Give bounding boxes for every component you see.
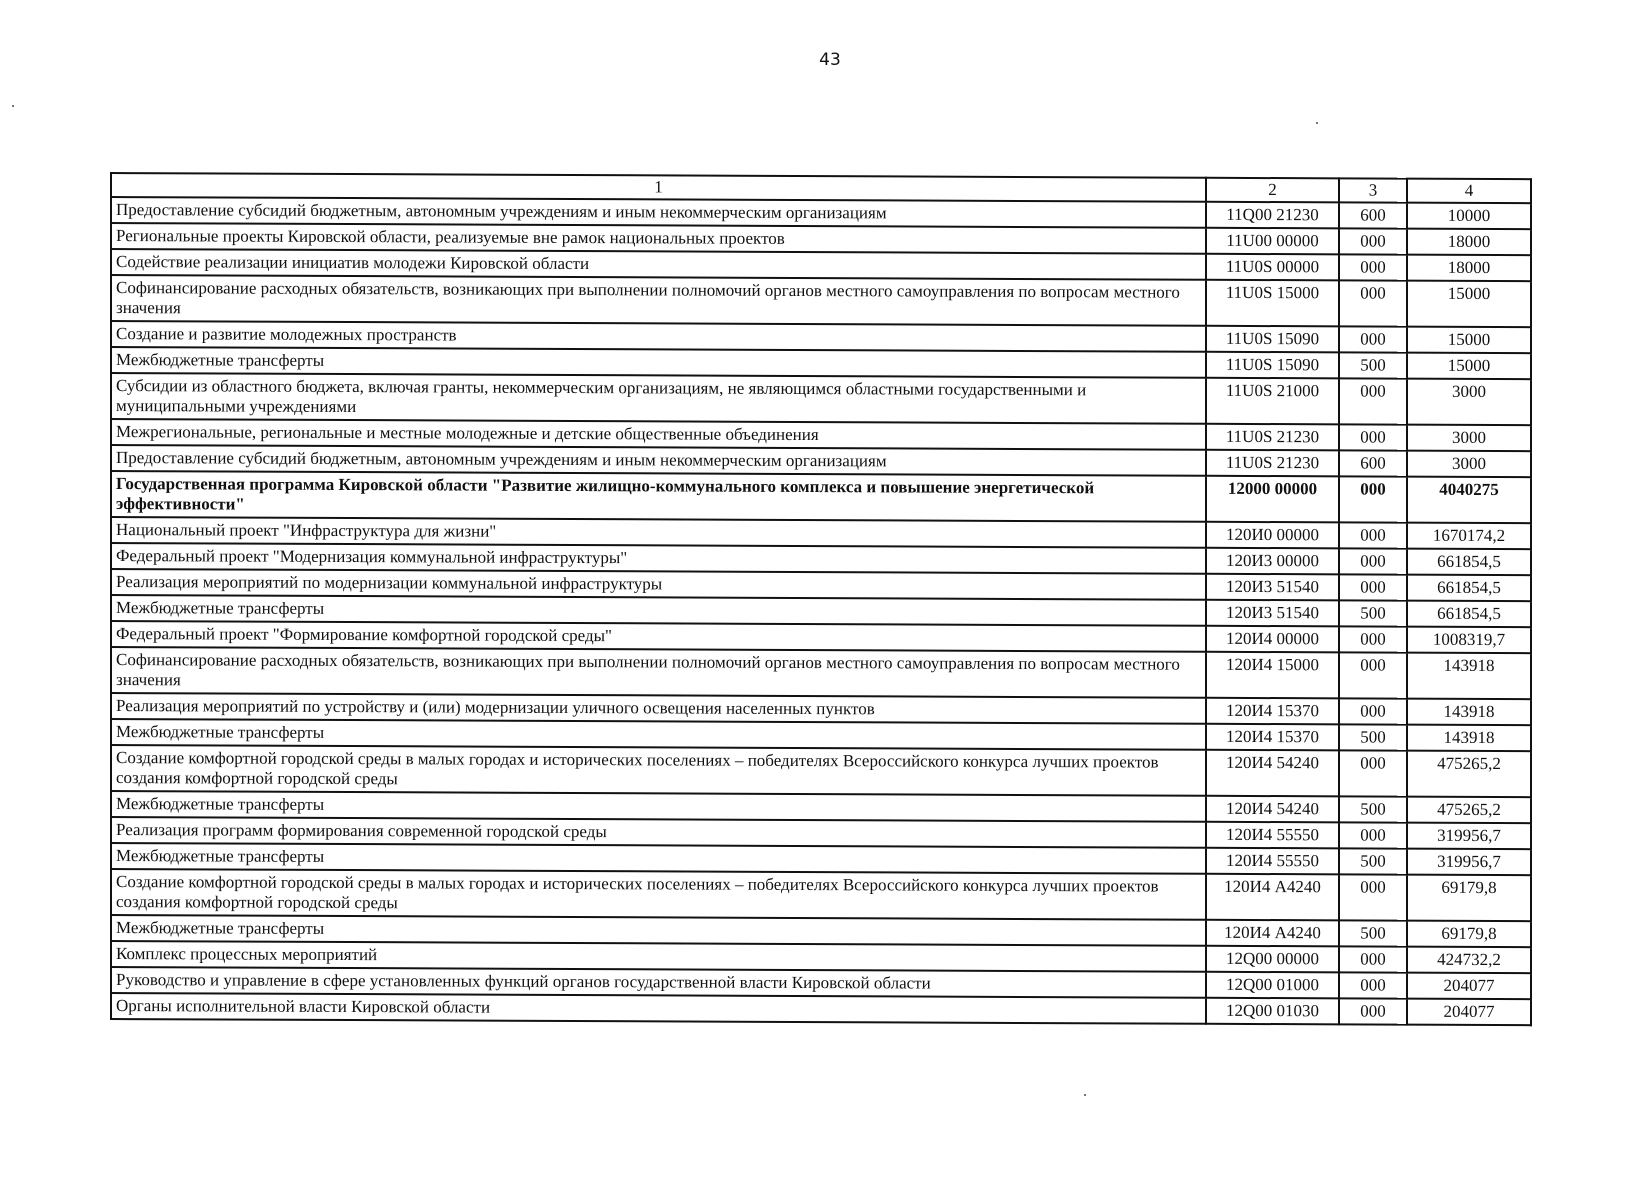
row-amount-cell: 3000 [1407,451,1531,478]
row-name-cell: Реализация программ формирования современной городской среды [111,817,1206,848]
row-name-cell: Федеральный проект "Формирование комфортной городской среды" [111,621,1206,652]
row-code-cell: 11U0S 15090 [1206,326,1339,353]
row-type-cell: 000 [1339,254,1407,280]
row-name-cell: Межбюджетные трансферты [111,843,1206,874]
row-type-cell: 000 [1339,476,1407,522]
row-name-cell: Межбюджетные трансферты [111,791,1206,822]
row-type-cell: 000 [1339,626,1407,652]
row-amount-cell: 475265,2 [1407,751,1531,798]
row-name-cell: Межбюджетные трансферты [111,915,1206,946]
row-type-cell: 000 [1339,750,1407,796]
row-name-cell: Органы исполнительной власти Кировской области [111,993,1206,1024]
budget-table-container [110,172,1530,1026]
row-name-cell: Реализация мероприятий по модернизации коммунальной инфраструктуры [111,569,1206,600]
row-type-cell: 500 [1339,796,1407,822]
row-amount-cell: 1008319,7 [1407,627,1531,654]
row-amount-cell: 4040275 [1407,477,1531,524]
row-amount-cell: 475265,2 [1407,797,1531,824]
row-code-cell: 120И3 51540 [1206,574,1339,601]
row-amount-cell: 143918 [1407,699,1531,726]
row-type-cell: 000 [1339,698,1407,724]
header-col-3: 3 [1339,178,1407,202]
row-type-cell: 000 [1339,548,1407,574]
row-code-cell: 11U00 00000 [1206,228,1339,255]
row-amount-cell: 319956,7 [1407,849,1531,876]
row-amount-cell: 15000 [1407,281,1531,328]
row-type-cell: 000 [1339,522,1407,548]
row-amount-cell: 661854,5 [1407,601,1531,628]
row-amount-cell: 69179,8 [1407,921,1531,948]
row-code-cell: 120И0 00000 [1206,522,1339,549]
row-amount-cell: 69179,8 [1407,875,1531,922]
row-amount-cell: 204077 [1407,973,1531,1000]
row-code-cell: 120И4 A4240 [1206,920,1339,947]
scan-speck [12,105,14,107]
table-row [111,275,1531,327]
row-amount-cell: 18000 [1407,229,1531,256]
row-amount-cell: 661854,5 [1407,575,1531,602]
row-name-cell: Государственная программа Кировской области "Развитие жилищно-коммунального комплекса и повышение энергетической эффективности" [111,471,1206,522]
row-type-cell: 000 [1339,874,1407,920]
row-name-cell: Межбюджетные трансферты [111,347,1206,378]
row-type-cell: 000 [1339,228,1407,254]
header-col-2: 2 [1206,178,1339,203]
row-code-cell: 11U0S 15090 [1206,352,1339,379]
budget-table [110,172,1532,1026]
row-name-cell: Межбюджетные трансферты [111,595,1206,626]
row-type-cell: 000 [1339,378,1407,424]
table-row [111,471,1531,523]
row-name-cell: Межбюджетные трансферты [111,719,1206,750]
row-code-cell: 11U0S 15000 [1206,280,1339,327]
row-amount-cell: 143918 [1407,725,1531,752]
row-name-cell: Создание комфортной городской среды в малых городах и исторических поселениях – победителях Всероссийского конкурса лучших проектов создания комфортной городской среды [111,745,1206,796]
row-amount-cell: 15000 [1407,327,1531,354]
row-type-cell: 000 [1339,280,1407,326]
page-number: 43 [819,50,841,70]
row-type-cell: 000 [1339,652,1407,698]
row-type-cell: 000 [1339,946,1407,972]
row-name-cell: Руководство и управление в сфере установленных функций органов государственной власти Кировской области [111,967,1206,998]
row-type-cell: 500 [1339,724,1407,750]
row-type-cell: 500 [1339,352,1407,378]
row-name-cell: Предоставление субсидий бюджетным, автономным учреждениям и иным некоммерческим организациям [111,197,1206,228]
row-amount-cell: 661854,5 [1407,549,1531,576]
table-body [111,197,1531,1025]
row-type-cell: 000 [1339,972,1407,998]
header-col-4: 4 [1407,179,1531,204]
row-name-cell: Софинансирование расходных обязательств, возникающих при выполнении полномочий органов местного самоуправления по вопросам местного значения [111,647,1206,698]
row-name-cell: Предоставление субсидий бюджетным, автономным учреждениям и иным некоммерческим организациям [111,445,1206,476]
row-name-cell: Содействие реализации инициатив молодежи Кировской области [111,249,1206,280]
row-type-cell: 500 [1339,848,1407,874]
row-name-cell: Создание и развитие молодежных пространств [111,321,1206,352]
row-code-cell: 120И3 00000 [1206,548,1339,575]
row-amount-cell: 424732,2 [1407,947,1531,974]
row-code-cell: 120И4 A4240 [1206,874,1339,921]
table-row [111,373,1531,425]
row-name-cell: Софинансирование расходных обязательств, возникающих при выполнении полномочий органов местного самоуправления по вопросам местного значения [111,275,1206,326]
row-code-cell: 11U0S 21000 [1206,378,1339,425]
row-name-cell: Субсидии из областного бюджета, включая гранты, некоммерческим организациям, не являющимся областными государственными и муниципальными учреждениями [111,373,1206,424]
row-code-cell: 120И4 15370 [1206,698,1339,725]
row-amount-cell: 18000 [1407,255,1531,282]
row-code-cell: 12000 00000 [1206,476,1339,523]
scan-speck [1084,1094,1086,1096]
row-code-cell: 12Q00 00000 [1206,946,1339,973]
table-row [111,647,1531,699]
row-code-cell: 11U0S 21230 [1206,424,1339,451]
row-amount-cell: 3000 [1407,379,1531,426]
row-amount-cell: 15000 [1407,353,1531,380]
row-code-cell: 11U0S 21230 [1206,450,1339,477]
row-type-cell: 600 [1339,202,1407,228]
row-type-cell: 000 [1339,822,1407,848]
row-code-cell: 120И4 00000 [1206,626,1339,653]
row-type-cell: 500 [1339,600,1407,626]
row-name-cell: Федеральный проект "Модернизация коммунальной инфраструктуры" [111,543,1206,574]
row-amount-cell: 1670174,2 [1407,523,1531,550]
scan-speck [1316,122,1318,124]
row-amount-cell: 143918 [1407,653,1531,700]
row-code-cell: 120И4 15370 [1206,724,1339,751]
row-code-cell: 120И4 55550 [1206,822,1339,849]
row-code-cell: 120И4 15000 [1206,652,1339,699]
row-name-cell: Межрегиональные, региональные и местные молодежные и детские общественные объединения [111,419,1206,450]
row-name-cell: Реализация мероприятий по устройству и (или) модернизации уличного освещения населенных пунктов [111,693,1206,724]
row-amount-cell: 204077 [1407,999,1531,1026]
row-code-cell: 12Q00 01000 [1206,972,1339,999]
row-code-cell: 120И3 51540 [1206,600,1339,627]
row-amount-cell: 3000 [1407,425,1531,452]
row-name-cell: Создание комфортной городской среды в малых городах и исторических поселениях – победителях Всероссийского конкурса лучших проектов создания комфортной городской среды [111,869,1206,920]
row-type-cell: 600 [1339,450,1407,476]
table-row [111,869,1531,921]
row-amount-cell: 10000 [1407,203,1531,230]
row-name-cell: Комплекс процессных мероприятий [111,941,1206,972]
row-code-cell: 120И4 55550 [1206,848,1339,875]
row-code-cell: 11Q00 21230 [1206,202,1339,229]
row-amount-cell: 319956,7 [1407,823,1531,850]
header-col-1: 1 [111,173,1206,202]
row-type-cell: 000 [1339,424,1407,450]
row-code-cell: 120И4 54240 [1206,750,1339,797]
row-code-cell: 12Q00 01030 [1206,998,1339,1025]
row-name-cell: Национальный проект "Инфраструктура для жизни" [111,517,1206,548]
row-name-cell: Региональные проекты Кировской области, реализуемые вне рамок национальных проектов [111,223,1206,254]
row-code-cell: 11U0S 00000 [1206,254,1339,281]
row-type-cell: 000 [1339,326,1407,352]
row-type-cell: 000 [1339,574,1407,600]
table-row [111,745,1531,797]
row-type-cell: 000 [1339,998,1407,1024]
row-code-cell: 120И4 54240 [1206,796,1339,823]
table-row [111,993,1531,1025]
row-type-cell: 500 [1339,920,1407,946]
